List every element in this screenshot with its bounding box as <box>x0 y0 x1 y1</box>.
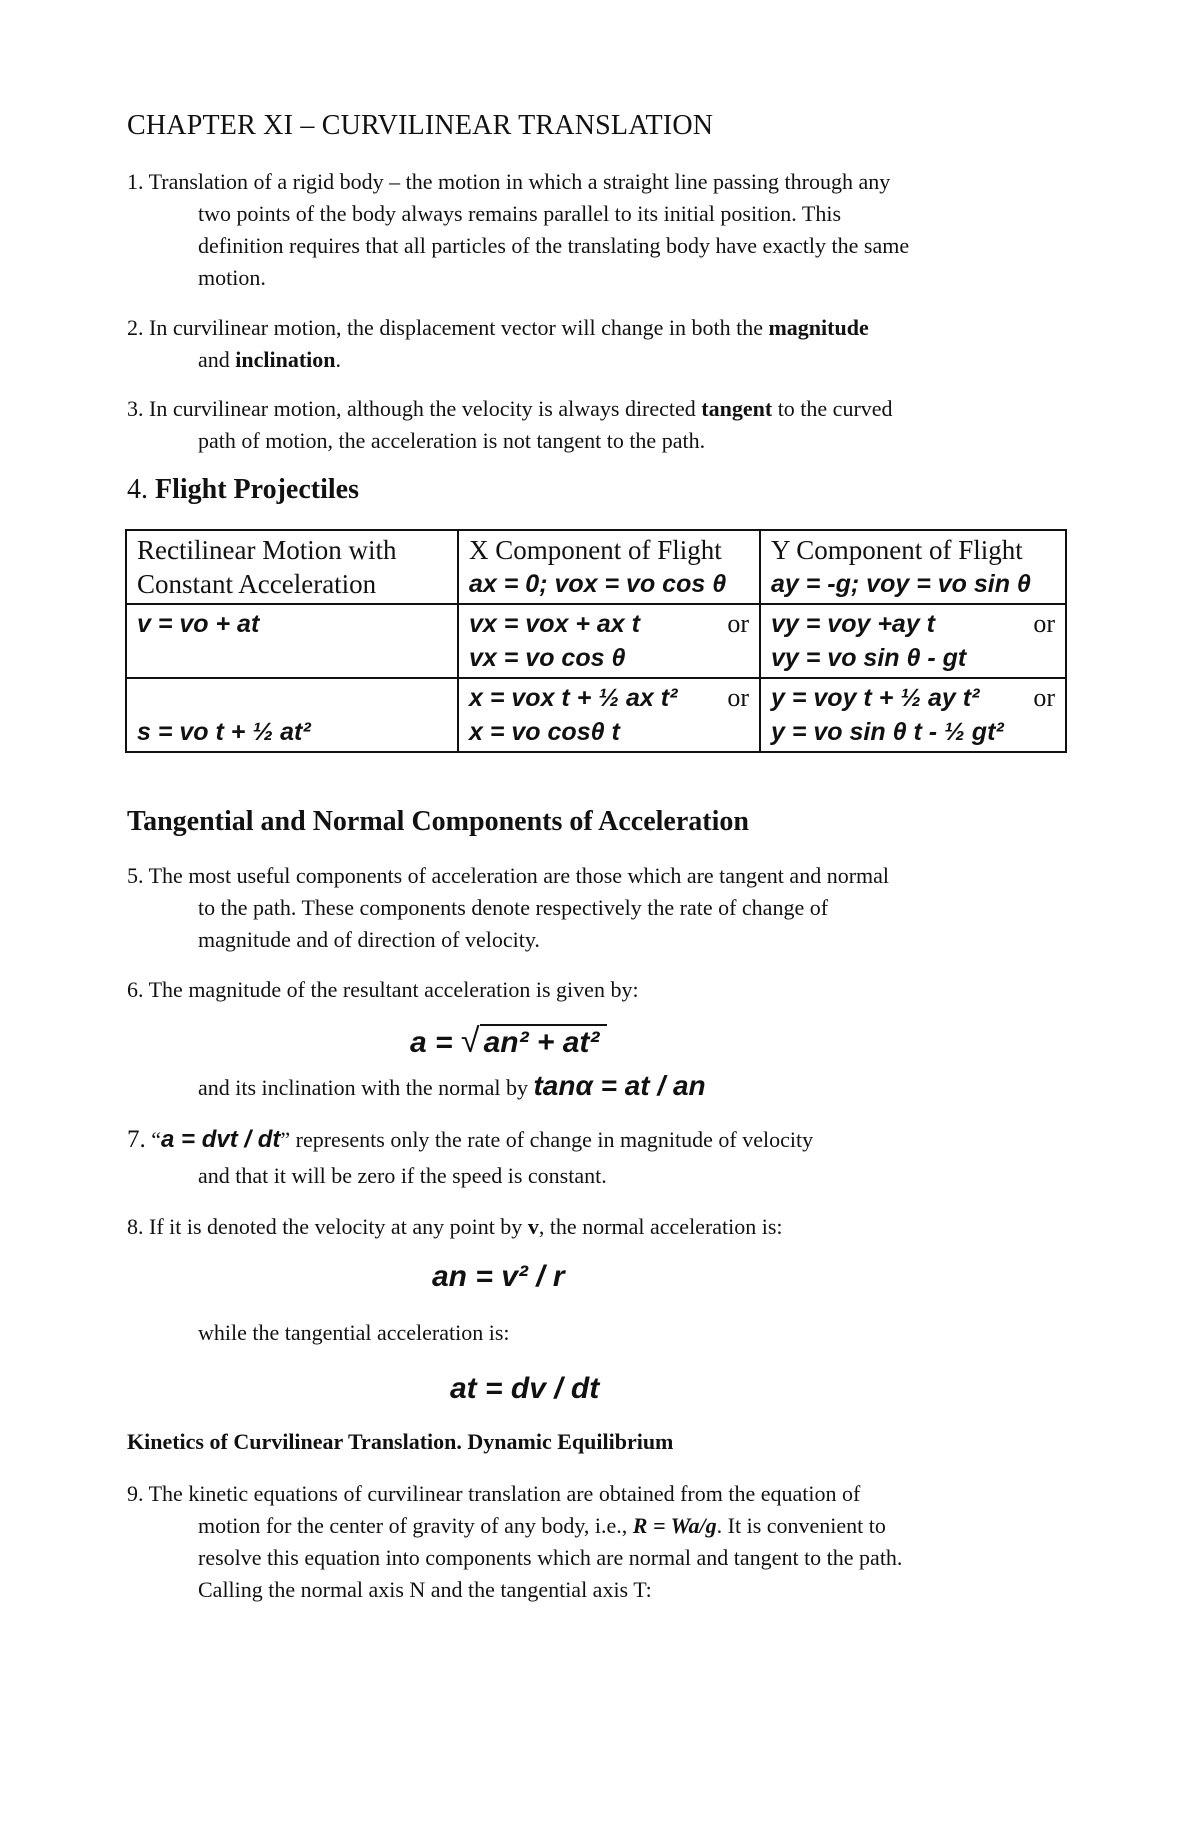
item-6 <box>127 974 639 1006</box>
item-7: 7. “a = dvt / dt” represents only the rate of change in magnitude of velocity and that it will be zero if the speed is constant. <box>127 1124 813 1192</box>
item-9 <box>127 1478 902 1606</box>
item-number: 3. <box>127 396 144 421</box>
table-header-cell: X Component of Flight ax = 0; vox = vo cos θ <box>458 530 760 604</box>
tangential-acceleration-equation: at = dv / dt <box>450 1372 600 1405</box>
item-text: and <box>198 347 230 372</box>
equation: v = vo + at <box>137 610 260 638</box>
equation: R = Wa/g <box>632 1513 717 1538</box>
item-number: 2. <box>127 315 144 340</box>
item-text: to the curved <box>777 396 893 421</box>
equation: vy = voy +ay t or <box>771 609 1055 638</box>
table-header-cell: Rectilinear Motion with Constant Acceleration <box>126 530 458 604</box>
section-heading: Tangential and Normal Components of Acceleration <box>127 806 749 837</box>
item-number: 8. <box>127 1214 144 1239</box>
flight-projectiles-heading <box>127 474 359 506</box>
equation: x = vox t + ½ ax t² or <box>469 683 749 712</box>
item-text: motion. <box>198 265 266 290</box>
item-6-line-2 <box>198 1070 706 1102</box>
section-heading: Kinetics of Curvilinear Translation. Dynamic Equilibrium <box>127 1429 674 1454</box>
item-number: 1. <box>127 169 144 194</box>
item-text: Translation of a rigid body – the motion in which a straight line passing through any <box>148 169 891 194</box>
item-text: and that it will be zero if the speed is constant. <box>198 1163 607 1188</box>
equation: ay = -g; voy = vo sin θ <box>771 570 1031 598</box>
item-number: 7. <box>127 1126 146 1153</box>
chapter-title: CHAPTER XI – CURVILINEAR TRANSLATION <box>127 110 714 141</box>
item-5 <box>127 860 889 956</box>
item-text: and its inclination with the normal by <box>198 1075 528 1100</box>
table-cell <box>126 604 458 678</box>
section-heading: Flight Projectiles <box>155 474 359 505</box>
item-3 <box>127 393 893 457</box>
flight-projectiles-table <box>125 529 1067 753</box>
equation: ax = 0; vox = vo cos θ <box>469 570 727 598</box>
item-text: The magnitude of the resultant acceleration is given by: <box>148 977 639 1002</box>
table-cell <box>760 678 1066 752</box>
equation: s = vo t + ½ at² <box>137 718 311 746</box>
item-text: path of motion, the acceleration is not tangent to the path. <box>198 428 706 453</box>
item-text: The most useful components of acceleration are those which are tangent and normal <box>148 863 890 888</box>
bold-term: v <box>527 1214 539 1239</box>
equation: y = vo sin θ t - ½ gt² <box>771 718 1004 746</box>
resultant-acceleration-equation: a = √ an² + at² <box>410 1022 607 1061</box>
item-text: magnitude and of direction of velocity. <box>198 927 540 952</box>
item-1 <box>127 166 909 294</box>
item-text: motion for the center of gravity of any body, i.e., <box>198 1513 628 1538</box>
equation: x = vo cosθ t <box>469 718 620 746</box>
item-8 <box>127 1211 783 1243</box>
item-text: . <box>335 347 342 372</box>
item-text: , the normal acceleration is: <box>538 1214 783 1239</box>
table-cell <box>126 678 458 752</box>
item-text: definition requires that all particles of the translating body have exactly the same <box>198 233 910 258</box>
item-number: 6. <box>127 977 144 1002</box>
item-text: to the path. These components denote respectively the rate of change of <box>198 895 829 920</box>
normal-acceleration-equation: an = v² / r <box>432 1260 565 1293</box>
item-text: In curvilinear motion, the displacement vector will change in both the <box>149 315 763 340</box>
item-text: If it is denoted the velocity at any point by <box>149 1214 523 1239</box>
equation: y = voy t + ½ ay t² or <box>771 683 1055 712</box>
table-cell <box>760 604 1066 678</box>
table-header-cell: Y Component of Flight ay = -g; voy = vo sin θ <box>760 530 1066 604</box>
item-text: resolve this equation into components which are normal and tangent to the path. <box>198 1545 903 1570</box>
item-text: Calling the normal axis N and the tangential axis T: <box>198 1577 652 1602</box>
item-number: 4. <box>127 474 148 505</box>
equation: vx = vox + ax t or <box>469 609 749 638</box>
bold-term: tangent <box>701 396 773 421</box>
item-text: . It is convenient to <box>716 1513 886 1538</box>
table-cell <box>458 678 760 752</box>
bold-term: inclination <box>235 347 336 372</box>
tangential-rate-equation: a = dvt / dt <box>161 1126 281 1153</box>
item-number: 5. <box>127 863 144 888</box>
item-2 <box>127 312 869 376</box>
bold-term: magnitude <box>768 315 869 340</box>
item-text: In curvilinear motion, although the velocity is always directed <box>149 396 696 421</box>
table-header-row <box>126 530 1066 604</box>
equation: vy = vo sin θ - gt <box>771 644 967 672</box>
item-text: two points of the body always remains parallel to its initial position. This <box>198 201 842 226</box>
equation: vx = vo cos θ <box>469 644 626 672</box>
item-text: while the tangential acceleration is: <box>198 1320 510 1345</box>
table-row <box>126 678 1066 752</box>
item-text: The kinetic equations of curvilinear translation are obtained from the equation of <box>148 1481 861 1506</box>
item-number: 9. <box>127 1481 144 1506</box>
inclination-equation: tanα = at / an <box>533 1070 706 1101</box>
table-cell <box>458 604 760 678</box>
table-row <box>126 604 1066 678</box>
item-text: represents only the rate of change in magnitude of velocity <box>295 1127 814 1152</box>
